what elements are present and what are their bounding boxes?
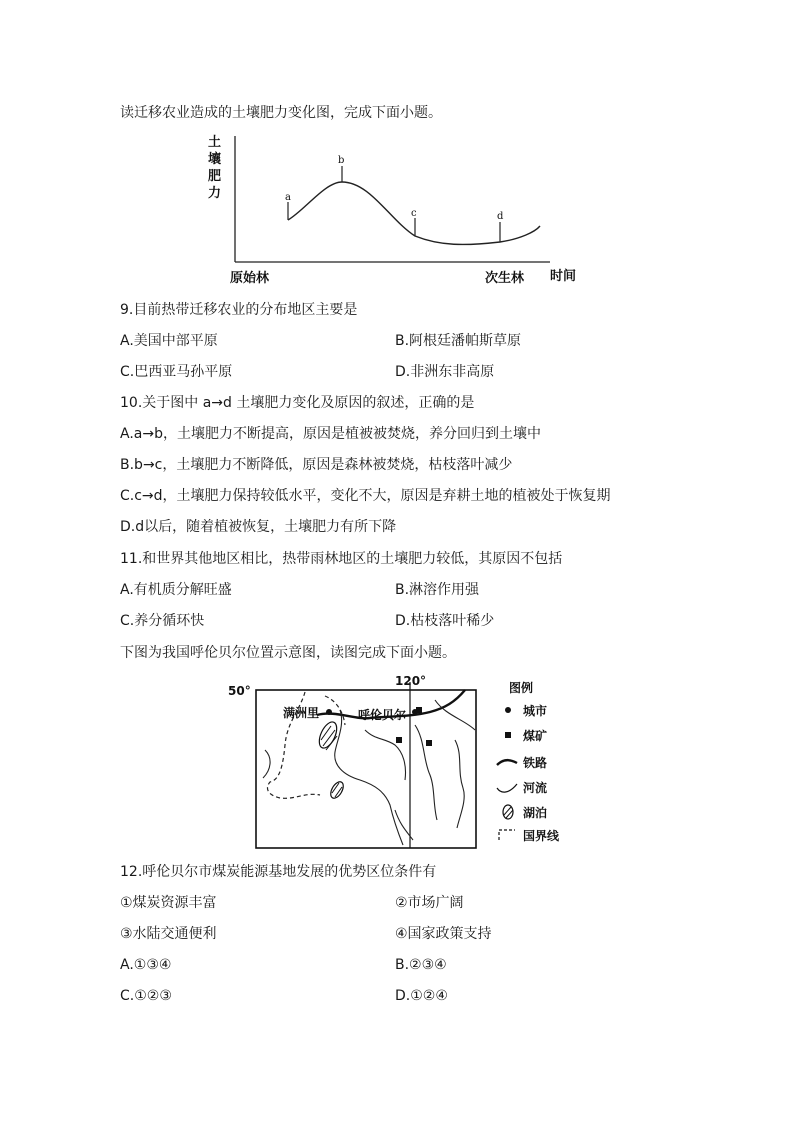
- legend-river-icon: [497, 784, 517, 792]
- river-tributary-2: [415, 725, 437, 820]
- lake-buir: [328, 780, 346, 801]
- x-axis-label: 时间: [550, 269, 577, 284]
- q9-option-c[interactable]: C.巴西亚马孙平原: [120, 364, 233, 380]
- q12-statement-3: ③水陆交通便利: [120, 926, 217, 942]
- q12-statement-1: ①煤炭资源丰富: [120, 895, 217, 911]
- x-left-label: 原始林: [230, 271, 270, 286]
- legend-lake: 湖泊: [523, 806, 548, 820]
- q12-stem: 12.呼伦贝尔市煤炭能源基地发展的优势区位条件有: [120, 864, 437, 880]
- q12-option-d[interactable]: D.①②④: [395, 988, 448, 1004]
- legend-railway: 铁路: [523, 756, 548, 770]
- legend-city-icon: [505, 707, 511, 713]
- q9-stem: 9.目前热带迁移农业的分布地区主要是: [120, 302, 358, 318]
- q10-option-b[interactable]: B.b→c，土壤肥力不断降低，原因是森林被焚烧，枯枝落叶减少: [120, 457, 513, 473]
- q10-stem: 10.关于图中 a→d 土壤肥力变化及原因的叙述，正确的是: [120, 395, 475, 411]
- q9-option-d[interactable]: D.非洲东非高原: [395, 364, 495, 380]
- intro-text-2: 下图为我国呼伦贝尔位置示意图，读图完成下面小题。: [120, 645, 456, 661]
- soil-fertility-chart: [200, 130, 590, 290]
- q12-option-a[interactable]: A.①③④: [120, 957, 172, 973]
- river-main: [335, 710, 403, 845]
- q11-option-a[interactable]: A.有机质分解旺盛: [120, 582, 232, 598]
- coal-mine-3: [426, 740, 432, 746]
- y-label-char-2: 壤: [208, 152, 222, 167]
- coal-mine-2: [396, 737, 402, 743]
- q9-option-a[interactable]: A.美国中部平原: [120, 333, 218, 349]
- q11-stem: 11.和世界其他地区相比，热带雨林地区的土壤肥力较低，其原因不包括: [120, 551, 563, 567]
- legend-railway-icon: [497, 760, 517, 765]
- q10-option-d[interactable]: D.d以后，随着植被恢复，土壤肥力有所下降: [120, 519, 397, 535]
- legend-city: 城市: [523, 704, 548, 718]
- x-right-label: 次生林: [485, 271, 525, 286]
- q11-option-d[interactable]: D.枯枝落叶稀少: [395, 613, 495, 629]
- legend-border: 国界线: [523, 829, 560, 843]
- q12-statement-4: ④国家政策支持: [395, 926, 492, 942]
- river-tributary-3: [455, 740, 464, 828]
- map-legend: [497, 680, 560, 843]
- longitude-label: 120°: [395, 674, 427, 688]
- hulunbuir-map: [225, 670, 570, 855]
- point-label-c: c: [411, 208, 417, 219]
- point-label-a: a: [285, 192, 291, 203]
- q11-option-b[interactable]: B.淋溶作用强: [395, 582, 480, 598]
- q10-option-a[interactable]: A.a→b，土壤肥力不断提高，原因是植被被焚烧，养分回归到土壤中: [120, 426, 541, 442]
- point-label-b: b: [338, 155, 345, 166]
- river-tributary-5: [263, 750, 270, 778]
- legend-title: 图例: [509, 681, 534, 695]
- q12-option-b[interactable]: B.②③④: [395, 957, 447, 973]
- q9-option-b[interactable]: B.阿根廷潘帕斯草原: [395, 333, 522, 349]
- legend-river: 河流: [523, 781, 548, 795]
- city-label-hulunbuir: 呼伦贝尔: [358, 708, 407, 722]
- y-label-char-3: 肥: [208, 169, 222, 184]
- q11-option-c[interactable]: C.养分循环快: [120, 613, 205, 629]
- legend-coal: 煤矿: [523, 729, 548, 743]
- latitude-label: 50°: [228, 684, 251, 698]
- legend-coal-icon: [505, 732, 511, 738]
- q12-option-c[interactable]: C.①②③: [120, 988, 172, 1004]
- q10-option-c[interactable]: C.c→d，土壤肥力保持较低水平，变化不大，原因是弃耕土地的植被处于恢复期: [120, 488, 611, 504]
- city-label-manzhouli: 满洲里: [283, 706, 320, 720]
- city-marker-manzhouli: [326, 709, 332, 715]
- lake-buir-hatch: [332, 783, 342, 797]
- legend-border-icon: [499, 830, 515, 840]
- intro-text-1: 读迁移农业造成的土壤肥力变化图，完成下面小题。: [120, 105, 442, 121]
- y-label-char-1: 土: [208, 135, 222, 150]
- coal-mine-1: [416, 707, 422, 713]
- q12-statement-2: ②市场广阔: [395, 895, 464, 911]
- river-tributary-4: [435, 700, 475, 730]
- y-label-char-4: 力: [208, 186, 222, 201]
- point-label-d: d: [497, 211, 504, 222]
